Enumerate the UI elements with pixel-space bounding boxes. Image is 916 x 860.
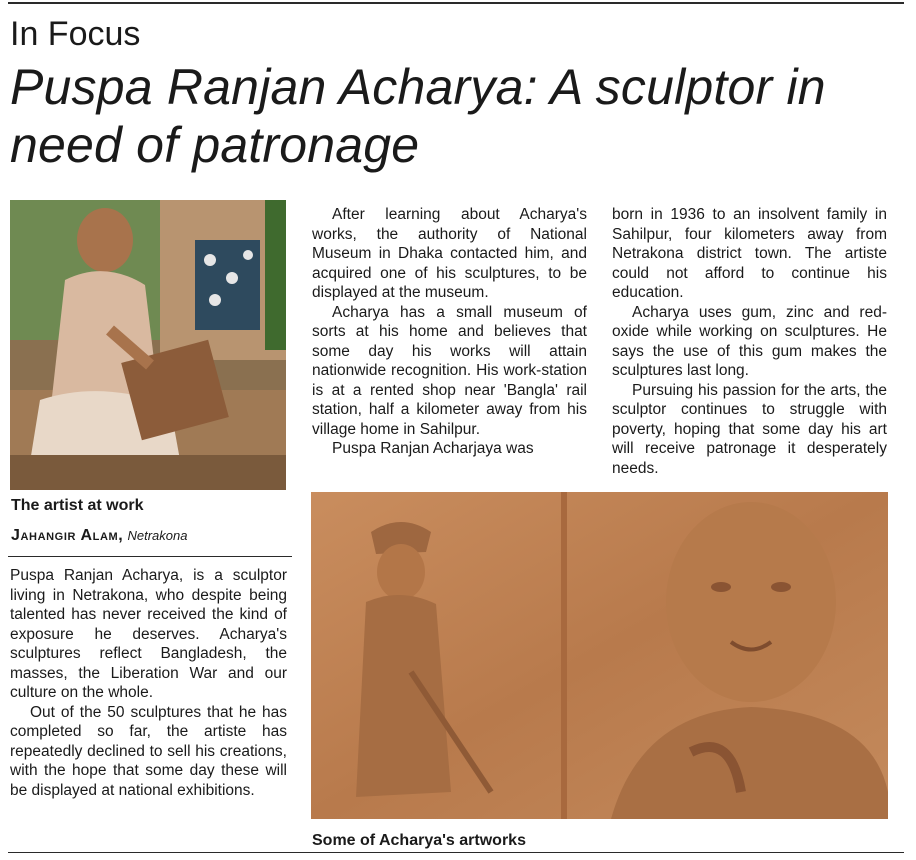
artist-photo-caption: The artist at work xyxy=(11,497,144,514)
paragraph: born in 1936 to an insolvent family in Sahilpur, four kilometers away from Netrakona district town. The artiste could not afford to continue his education. xyxy=(612,206,887,301)
paragraph: Puspa Ranjan Acharya, is a sculptor living in Netrakona, who despite being talented has never received the kind of exposure he deserves. Acharya's sculptures reflect Bangladesh, the masses, the Liberation War and our culture on the whole. xyxy=(10,567,287,701)
paragraph: Puspa Ranjan Acharjaya was xyxy=(332,440,534,457)
paragraph: Acharya has a small museum of sorts at his home and believes that some day his works will attain nationwide recognition. His work-station is at a rented shop near 'Bangla' rail station, half a kilometer away from his village home in Sahilpur. xyxy=(312,303,587,438)
article-column-3 xyxy=(612,205,887,478)
byline xyxy=(11,526,187,546)
paragraph: Acharya uses gum, zinc and red-oxide while working on sculptures. He says the use of this gum makes the sculptures last long. xyxy=(612,303,887,379)
byline-place: Netrakona xyxy=(127,528,188,543)
artworks-photo-caption: Some of Acharya's artworks xyxy=(312,832,526,849)
byline-divider xyxy=(8,556,292,557)
article-column-1 xyxy=(10,566,287,800)
paragraph: Pursuing his passion for the arts, the sculptor continues to struggle with poverty, hoping that some day his art will receive patronage it desperately needs. xyxy=(612,381,887,477)
paragraph: Out of the 50 sculptures that he has completed so far, the artiste has repeatedly declined to sell his creations, with the hope that some day these will be displayed at national exhibitions. xyxy=(10,703,287,799)
article-headline: Puspa Ranjan Acharya: A sculptor in need of patronage xyxy=(10,59,826,173)
paragraph: After learning about Acharya's works, the authority of National Museum in Dhaka contacted him, and acquired one of his sculptures, to be displayed at the museum. xyxy=(312,206,587,301)
artist-photo xyxy=(10,200,286,490)
artworks-photo xyxy=(311,492,888,819)
byline-name: Jahangir Alam, xyxy=(11,527,124,544)
top-rule xyxy=(8,2,904,4)
bottom-rule xyxy=(8,852,904,853)
article-column-2 xyxy=(312,205,587,459)
section-kicker: In Focus xyxy=(10,15,141,53)
